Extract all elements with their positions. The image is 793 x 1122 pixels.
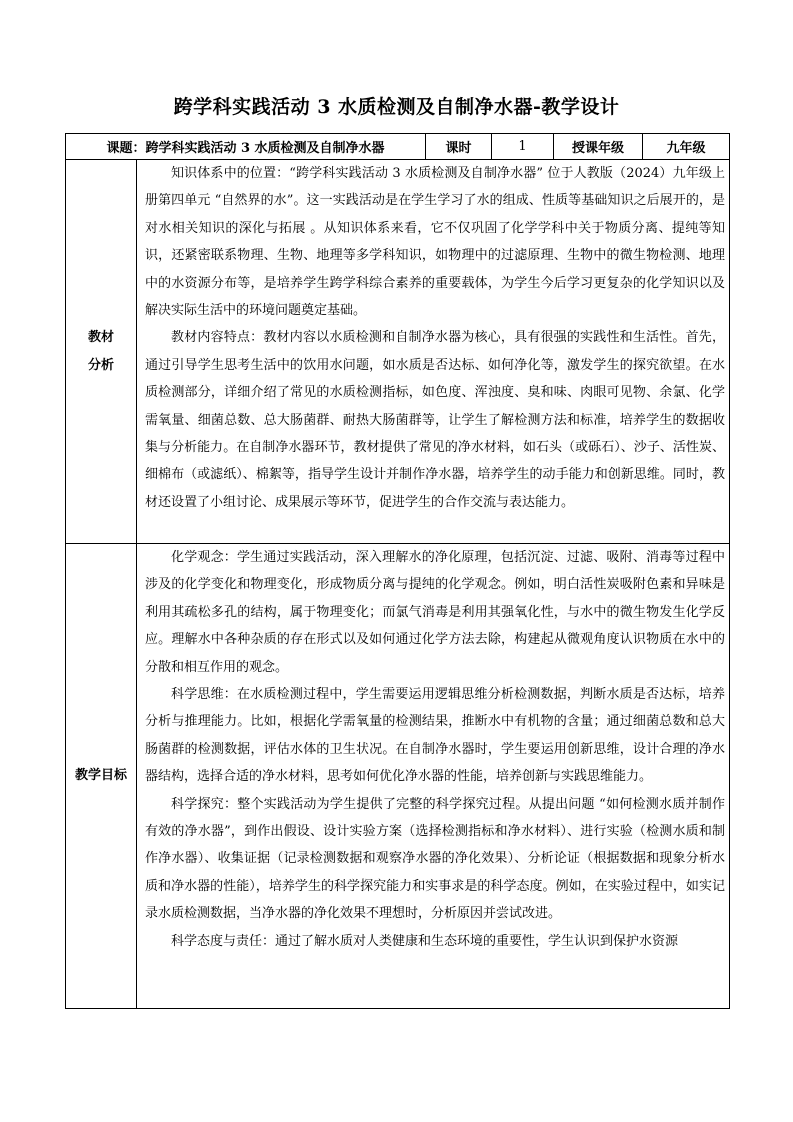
materials-content <box>137 160 730 544</box>
goals-row <box>66 544 730 1009</box>
materials-label <box>66 160 137 544</box>
goals-paragraph: 科学探究：整个实践活动为学生提供了完整的科学探究过程。从提出问题 “如何检测水质并制作有效的净水器”，到作出假设、设计实验方案（选择检测指标和净水材料）、进行实验（检测水质和制作净水器）、收集证据（记录检测数据和观察净水器的净化效果）、分析论证（根据数据和现象分析水质和净水器的性能），培养学生的科学探究能力和实事求是的科学态度。例如，在实验过程中，如实记录水质检测数据，当净水器的净化效果不理想时，分析原因并尝试改进。 <box>145 796 726 922</box>
materials-label-line2: 分析 <box>87 357 114 373</box>
grade-value: 九年级 <box>643 134 730 160</box>
hours-value: 1 <box>492 134 554 160</box>
goals-content <box>137 544 730 1009</box>
goals-paragraph: 科学态度与责任：通过了解水质对人类健康和生态环境的重要性，学生认识到保护水资源 <box>171 933 679 949</box>
goals-paragraph: 化学观念：学生通过实践活动，深入理解水的净化原理，包括沉淀、过滤、吸附、消毒等过程中涉及的化学变化和物理变化，形成物质分离与提纯的化学观念。例如，明白活性炭吸附色素和异味是利用其疏松多孔的结构，属于物理变化；而氯气消毒是利用其强氧化性，与水中的微生物发生化学反应。理解水中各种杂质的存在形式以及如何通过化学方法去除，构建起从微观角度认识物质在水中的分散和相互作用的观念。 <box>145 550 726 675</box>
goals-label: 教学目标 <box>66 544 137 1009</box>
materials-paragraph: 知识体系中的位置：“跨学科实践活动 3 水质检测及自制净水器” 位于人教版（2024）九年级上册第四单元 “自然界的水”。这一实践活动是在学生学习了水的组成、性质等基础知识之后展开的，是对水相关知识的深化与拓展 。从知识体系来看，它不仅巩固了化学学科中关于物质分离、提纯等知识，还紧密联系物理、生物、地理等多学科知识，如物理中的过滤原理、生物中的微生物检测、地理中的水资源分布等，是培养学生跨学科综合素养的重要载体，为学生今后学习更复杂的化学知识以及解决实际生活中的环境问题奠定基础。 <box>145 166 726 319</box>
goals-paragraph: 科学思维：在水质检测过程中，学生需要运用逻辑思维分析检测数据，判断水质是否达标，培养分析与推理能力。比如，根据化学需氧量的检测结果，推断水中有机物的含量；通过细菌总数和总大肠菌群的检测数据，评估水体的卫生状况。在自制净水器时，学生要运用创新思维，设计合理的净水器结构，选择合适的净水材料，思考如何优化净水器的性能，培养创新与实践思维能力。 <box>145 687 726 785</box>
materials-label-line1: 教材 <box>87 329 114 345</box>
hours-label: 课时 <box>426 134 492 160</box>
materials-row <box>66 160 730 544</box>
topic-cell: 课题：跨学科实践活动 3 水质检测及自制净水器 <box>66 134 426 160</box>
page-title: 跨学科实践活动 3 水质检测及自制净水器-教学设计 <box>173 96 620 118</box>
grade-label: 授课年级 <box>554 134 643 160</box>
header-row <box>66 134 730 160</box>
materials-paragraph: 教材内容特点：教材内容以水质检测和自制净水器为核心，具有很强的实践性和生活性。首先，通过引导学生思考生活中的饮用水问题，如水质是否达标、如何净化等，激发学生的探究欲望。在水质检测部分，详细介绍了常见的水质检测指标，如色度、浑浊度、臭和味、肉眼可见物、余氯、化学需氧量、细菌总数、总大肠菌群、耐热大肠菌群等，让学生了解检测方法和标准，培养学生的数据收集与分析能力。在自制净水器环节，教材提供了常见的净水材料，如石头（或砾石）、沙子、活性炭、细棉布（或滤纸）、棉絮等，指导学生设计并制作净水器，培养学生的动手能力和创新思维。同时，教材还设置了小组讨论、成果展示等环节，促进学生的合作交流与表达能力。 <box>145 330 726 510</box>
lesson-plan-table <box>65 133 730 1009</box>
